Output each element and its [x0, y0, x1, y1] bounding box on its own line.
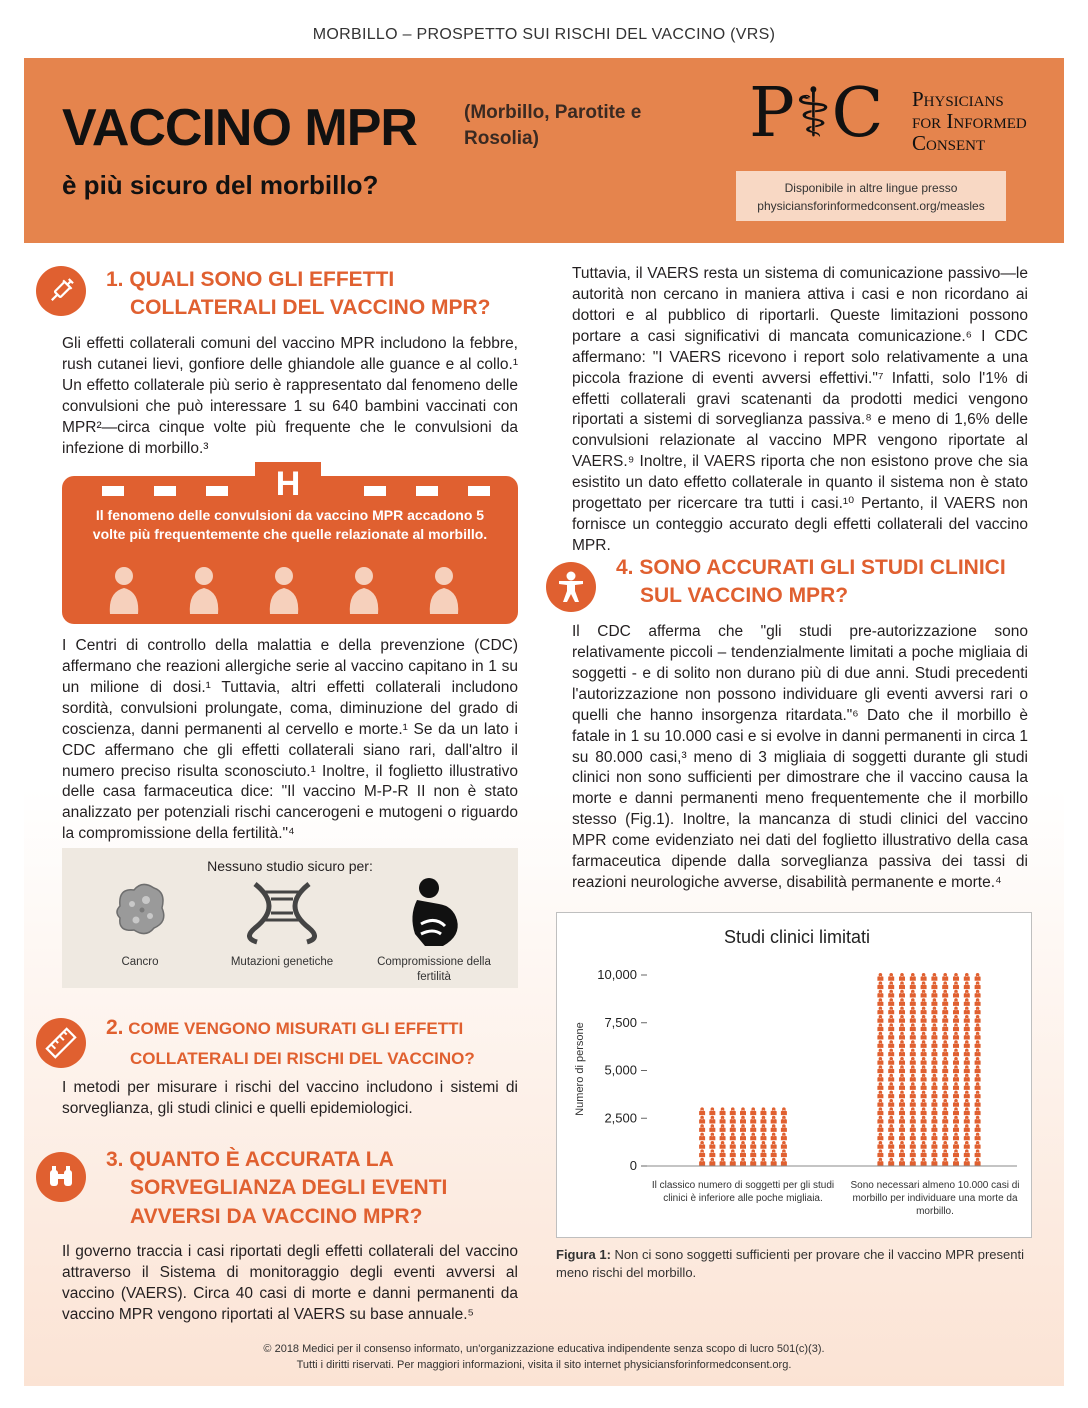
chart-bar: [699, 1107, 787, 1165]
child-figure-icon: [546, 562, 596, 612]
footer-line-2: Tutti i diritti riservati. Per maggiori informazioni, visita il sito internet physiciansforinformedconsent.org.: [296, 1358, 792, 1371]
syringe-icon: [36, 266, 86, 316]
logo-line-2: for Informed: [912, 109, 1027, 134]
chart-y-tick-label: 5,000: [604, 1062, 637, 1078]
pic-logo: [749, 74, 1049, 160]
baby-icon: [422, 566, 466, 616]
ruler-icon: [36, 1018, 86, 1068]
chart-title: Studi clinici limitati: [723, 927, 871, 947]
no-study-item-mutations: [212, 876, 352, 970]
no-study-label-mutations: Mutazioni genetiche: [230, 956, 334, 968]
chart-y-tick-label: 2,500: [604, 1110, 637, 1126]
chart-panel: [556, 912, 1032, 1238]
chart-y-tick-label: 0: [629, 1158, 637, 1173]
page-question: è più sicuro del morbillo?: [62, 170, 379, 200]
section-3-title-line-1: 3. QUANTO È ACCURATA LA: [106, 1148, 394, 1171]
section-2-number: 2.: [106, 1016, 124, 1039]
section-1-title-line-2: COLLATERALI DEL VACCINO MPR?: [130, 296, 491, 320]
baby-icon: [262, 566, 306, 616]
page-title: VACCINO MPR: [62, 99, 417, 157]
hospital-callout-text: Il fenomeno delle convulsioni da vaccino MPR accadono 5 volte più frequentemente che quelle relazionate al morbillo.: [92, 507, 488, 542]
chart-y-tick-label: 10,000: [597, 967, 637, 982]
section-2-paragraph: I metodi per misurare i rischi del vaccino includono i sistemi di sorveglianza, gli studi clinici e quelli epidemiologici.: [62, 1079, 518, 1117]
section-1-title: [106, 266, 526, 323]
logo-line-1: Physicians: [912, 87, 1004, 111]
page-subtitle: (Morbillo, Parotite e Rosolia): [464, 102, 642, 149]
no-study-item-cancer: [70, 876, 210, 970]
no-study-title: Nessuno studio sicuro per:: [207, 858, 373, 874]
section-1-paragraph-2: I Centri di controllo della malattia e della prevenzione (CDC) affermano che reazioni allergiche serie al vaccino capitano in 1 su un milione di dosi.¹ Tuttavia, altri effetti collaterali includono sordità, convulsioni prolungate, coma, diminuzione del grado di coscienza, danni permanenti al cervello e morte.¹ Se da un lato i CDC affermano che gli effetti collaterali siano rari, dall'altro il numero preciso risulta sconosciuto.¹ Inoltre, il foglietto illustrativo delle casa farmaceutica dice: "Il vaccino M-P-R II non è stato analizzato per potenziali rischi cancerogeni e mutogeni o riguardo la compromissione della fertilità."⁴: [62, 637, 518, 843]
chart-y-tick-label: 7,500: [604, 1014, 637, 1030]
section-4-title: [616, 554, 1036, 611]
section-4-title-line-2: SUL VACCINO MPR?: [640, 584, 849, 608]
baby-icon: [102, 566, 146, 616]
dna-icon: [247, 876, 317, 950]
figure-caption-label: Figura 1:: [556, 1247, 611, 1262]
section-1-title-line-1: 1. QUALI SONO GLI EFFETTI: [106, 268, 395, 291]
chart-category-label-measles: Sono necessari almeno 10.000 casi di morbillo per individuare una morte da morbillo.: [850, 1180, 1020, 1217]
section-3-paragraph: Il governo traccia i casi riportati degli effetti collaterali del vaccino attraverso il Sistema di monitoraggio degli eventi avversi al vaccino (VAERS). Circa 40 casi di morte e danni permanenti da vaccino MPR vengono riportati al VAERS su base annuale.⁵: [62, 1243, 518, 1323]
baby-icon: [342, 566, 386, 616]
no-study-panel: [62, 848, 518, 988]
hospital-callout: [62, 465, 518, 624]
document-top-title: MORBILLO – PROSPETTO SUI RISCHI DEL VACCINO (VRS): [312, 26, 776, 43]
logo-text: [912, 88, 1027, 154]
chart-category-label-trials: Il classico numero di soggetti per gli studi clinici è inferiore alle poche migliaia.: [651, 1180, 835, 1204]
languages-note-link[interactable]: physiciansforinformedconsent.org/measles: [757, 199, 985, 213]
chart-y-axis-label: Numero di persone: [574, 1022, 586, 1116]
section-3-title: [106, 1146, 526, 1231]
tumor-icon: [110, 876, 170, 950]
footer: [24, 1342, 1064, 1374]
section-4-paragraph: Il CDC afferma che "gli studi pre-autorizzazione sono relativamente piccoli – tendenzialmente limitati a poche migliaia di soggetti - e di solito non durano più di due anni. Studi precedenti l'autorizzazione non possono individuare gli eventi avversi rari o quelli che hanno insorgenza ritardata."⁶ Dato che il morbillo è fatale in 1 su 10.000 casi e si evolve in danni permanenti in circa 1 su 80.000 casi,³ meno di 3 migliaia di soggetti durante gli studi clinici non sono sufficienti per dimostrare che il vaccino causa la morte e danni permanenti meno frequentemente che il morbillo stesso (Fig.1). Inoltre, la mancanza di studi clinici del vaccino MPR come evidenziato nei dati del foglietto illustrativo della casa farmaceutica dipende dalla sorveglianza passiva dei tassi di reazioni neurologiche avverse, disabilità permanente e morte.⁴: [572, 623, 1028, 892]
figure-caption-text: Non ci sono soggetti sufficienti per provare che il vaccino MPR presenti meno rischi del morbillo.: [556, 1247, 1024, 1280]
header-banner: [24, 58, 1064, 243]
binoculars-icon: [36, 1152, 86, 1202]
no-study-label-fertility: Compromissione della fertilità: [377, 956, 491, 983]
section-2-title-line-2: COLLATERALI DEI RISCHI DEL VACCINO?: [130, 1049, 475, 1069]
no-study-label-cancer: Cancro: [121, 956, 159, 968]
logo-mark: P⚕C: [749, 74, 884, 153]
hospital-h-icon: H: [255, 462, 321, 506]
section-2-title: [106, 1014, 526, 1071]
section-1-paragraph-1: Gli effetti collaterali comuni del vaccino MPR includono la febbre, rush cutanei lievi, gonfiore delle ghiandole alle guance e al collo.¹ Un effetto collaterale più serio è rappresentato dal fenomeno delle convulsioni che può interessare 1 su 640 bambini vaccinati con MPR²—circa cinque volte più frequente che le convulsioni da infezione di morbillo.³: [62, 335, 518, 457]
section-2-title-line-1: COME VENGONO MISURATI GLI EFFETTI: [128, 1019, 464, 1038]
section-3-title-line-2: SORVEGLIANZA DEGLI EVENTI: [130, 1176, 448, 1200]
baby-icon: [182, 566, 226, 616]
logo-line-3: Consent: [912, 131, 986, 156]
no-study-item-fertility: [364, 876, 504, 985]
pregnant-woman-icon: [399, 876, 469, 950]
footer-line-1: © 2018 Medici per il consenso informato, un'organizzazione educativa indipendente senza scopo di lucro 501(c)(3).: [263, 1343, 825, 1355]
figure-caption: [556, 1246, 1034, 1281]
languages-note: [736, 171, 1006, 221]
section-4-title-line-1: 4. SONO ACCURATI GLI STUDI CLINICI: [616, 556, 1006, 579]
section-3-title-line-3: AVVERSI DA VACCINO MPR?: [130, 1204, 423, 1228]
section-3-paragraph-continued: Tuttavia, il VAERS resta un sistema di comunicazione passivo—le autorità non cercano in maniera attiva i casi e non ricordano ai dottori e al pubblico di riportarli. Queste limitazioni possono portare a casi significativi di mancata comunicazione.⁶ I CDC affermano: "I VAERS ricevono i report solo relativamente a una piccola frazione di eventi avversi effettivi."⁷ Infatti, solo l'1% di effetti collaterali gravi scatenanti da prodotti medici vengono riportati a sistemi di sorveglianza passiva.⁸ e meno di 1,6% delle convulsioni relazionate al vaccino MPR vengono riportate al VAERS.⁹ Inoltre, il VAERS riporta che non esistono prove che sia esistito un dato effetto collaterale in quanto il sistema non è stato progettato per ricercare tra tutti i casi.¹⁰ Pertanto, il VAERS non fornisce un conteggio accurato degli effetti collaterali del vaccino MPR.: [572, 265, 1028, 554]
chart-bar: [877, 973, 980, 1166]
languages-note-line-1: Disponibile in altre lingue presso: [784, 181, 958, 195]
